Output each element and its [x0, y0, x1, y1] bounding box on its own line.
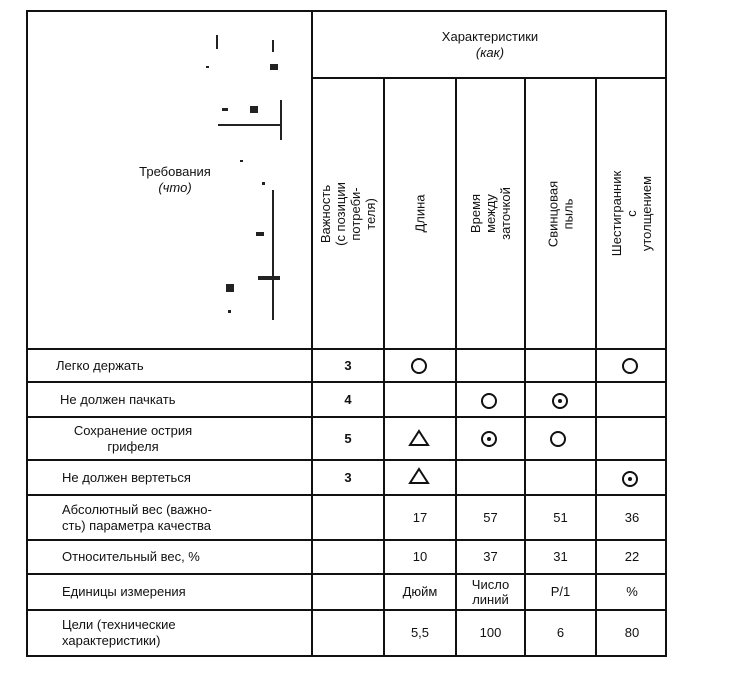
importance-value: 3: [344, 469, 352, 485]
requirements-title: Требования: [139, 164, 211, 179]
triangle-icon: [408, 429, 430, 447]
characteristics-header: [313, 12, 667, 77]
summary-value: 80: [624, 625, 640, 640]
column-header-time-between: [457, 79, 524, 348]
requirement-label: Легко держать: [56, 357, 144, 373]
summary-value: 10: [412, 549, 428, 564]
column-header-length-label: Длина: [412, 194, 428, 233]
column-header-importance-label: Важность (с позиции потреби- теля): [318, 181, 378, 246]
requirement-label: Не должен пачкать: [60, 391, 176, 407]
triangle-icon: [408, 467, 430, 485]
column-header-hexagon-label: Шестигранник с утолщением: [609, 170, 655, 257]
summary-label: Абсолютный вес (важно- сть) параметра качества: [62, 501, 212, 533]
characteristics-subtitle: (как): [475, 44, 505, 60]
dot-circle-icon: [480, 430, 498, 448]
summary-value: 5,5: [410, 625, 430, 640]
column-header-importance: [313, 79, 383, 348]
circle-icon: [549, 430, 567, 448]
summary-value: 17: [412, 509, 428, 525]
summary-value: 51: [553, 509, 568, 525]
summary-value: Р/1: [550, 584, 571, 599]
circle-icon: [621, 357, 639, 375]
requirements-subtitle: (что): [158, 180, 192, 195]
summary-value: 22: [624, 549, 640, 564]
circle-icon: [410, 357, 428, 375]
dot-circle-icon: [621, 470, 639, 488]
summary-value: 100: [479, 625, 502, 640]
summary-value: 37: [483, 549, 498, 564]
column-header-hexagon: [597, 79, 667, 348]
characteristics-title: Характеристики: [441, 28, 539, 44]
column-header-lead-dust-label: Свинцовая пыль: [545, 180, 576, 247]
summary-value: %: [626, 584, 638, 599]
column-header-lead-dust: [526, 79, 595, 348]
column-header-length: [385, 79, 455, 348]
dot-circle-icon: [551, 392, 569, 410]
summary-value: 57: [483, 509, 498, 525]
importance-value: 4: [344, 391, 352, 407]
circle-icon: [480, 392, 498, 410]
importance-value: 5: [344, 430, 352, 446]
summary-label: Относительный вес, %: [62, 549, 200, 564]
summary-value: 36: [624, 509, 640, 525]
column-header-time-between-label: Время между заточкой: [468, 187, 513, 240]
summary-value: 31: [553, 549, 568, 564]
importance-value: 3: [344, 357, 352, 373]
requirement-label: Сохранение острия грифеля: [73, 422, 193, 454]
requirement-label: Не должен вертеться: [62, 469, 191, 485]
summary-value: Дюйм: [402, 584, 438, 599]
summary-value: Число линий: [471, 577, 510, 607]
summary-value: 6: [556, 625, 565, 640]
summary-label: Цели (технические характеристики): [62, 617, 176, 648]
requirements-header: [100, 160, 250, 200]
summary-label: Единицы измерения: [62, 584, 186, 599]
